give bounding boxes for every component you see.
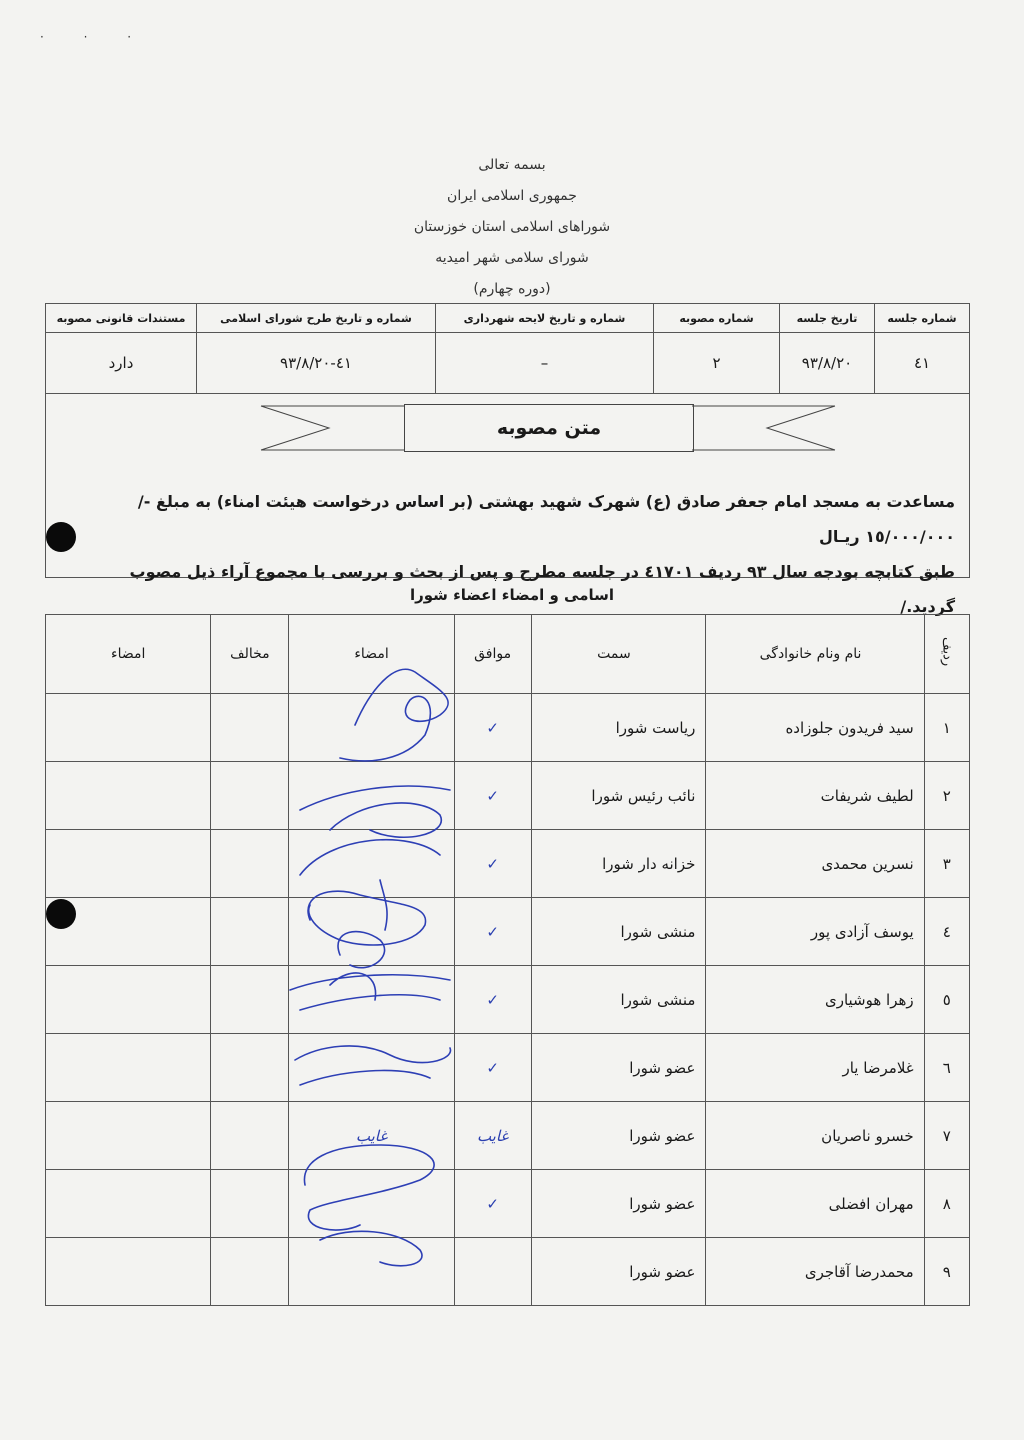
letterhead xyxy=(0,150,1024,305)
council-plan: ٤١-٩٣/٨/٢٠ xyxy=(197,333,436,394)
header-agree: موافق xyxy=(454,615,531,694)
signature-cell xyxy=(289,898,454,966)
against-cell xyxy=(211,898,289,966)
members-table xyxy=(45,614,970,1306)
session-date: ٩٣/٨/٢٠ xyxy=(780,333,875,394)
absent-mark: غایب xyxy=(454,1102,531,1170)
agree-mark: ✓ xyxy=(454,694,531,762)
resolution-line-1: مساعدت به مسجد امام جعفر صادق (ع) شهرک شهید بهشتی (بر اساس درخواست هیئت امناء) به مبلغ -/١٥/٠٠٠/٠٠٠ ریـال xyxy=(137,492,955,546)
resolution-title: متن مصوبه xyxy=(404,404,694,452)
scan-specks: · · · xyxy=(40,30,150,44)
against-cell xyxy=(211,762,289,830)
signature-2-cell xyxy=(46,830,211,898)
header-session-number: شماره جلسه xyxy=(875,304,970,333)
row-number: ٨ xyxy=(924,1170,969,1238)
row-number: ٧ xyxy=(924,1102,969,1170)
row-number: ٤ xyxy=(924,898,969,966)
session-info-table xyxy=(45,303,970,394)
table-row xyxy=(46,1170,970,1238)
header-signature: امضاء xyxy=(289,615,454,694)
resolution-line-2: طبق کتابچه بودجه سال ٩٣ ردیف ٤١٧٠١ در جلسه مطرح و پس از بحث و بررسی با مجموع آراء ذیل مصوب گردید./ xyxy=(129,562,955,616)
signature-cell xyxy=(289,1034,454,1102)
signature-cell xyxy=(289,966,454,1034)
member-name: لطیف شریفات xyxy=(706,762,924,830)
member-name: سید فریدون جلوزاده xyxy=(706,694,924,762)
table-row xyxy=(46,762,970,830)
table-row xyxy=(46,1238,970,1306)
members-title: اسامی و امضاء اعضاء شورا xyxy=(409,586,615,604)
signature-cell xyxy=(289,762,454,830)
member-name: غلامرضا یار xyxy=(706,1034,924,1102)
signature-2-cell xyxy=(46,1170,211,1238)
agree-mark xyxy=(454,1238,531,1306)
member-name: زهرا هوشیاری xyxy=(706,966,924,1034)
signature-cell xyxy=(289,1170,454,1238)
member-role: ریاست شورا xyxy=(531,694,706,762)
agree-mark: ✓ xyxy=(454,1034,531,1102)
member-role: خزانه دار شورا xyxy=(531,830,706,898)
signature-2-cell xyxy=(46,694,211,762)
row-number: ٦ xyxy=(924,1034,969,1102)
table-row xyxy=(46,898,970,966)
header-line-2: جمهوری اسلامی ایران xyxy=(447,188,577,204)
header-legal-basis: مستندات قانونی مصوبه xyxy=(46,304,197,333)
header-signature-2: امضاء xyxy=(46,615,211,694)
row-number: ٣ xyxy=(924,830,969,898)
row-number: ١ xyxy=(924,694,969,762)
punch-hole-top xyxy=(46,522,76,552)
header-against: مخالف xyxy=(211,615,289,694)
signature-2-cell xyxy=(46,1034,211,1102)
agree-mark: ✓ xyxy=(454,898,531,966)
municipal-bill: – xyxy=(436,333,654,394)
session-number: ٤١ xyxy=(875,333,970,394)
absent-signature: غایب xyxy=(289,1102,454,1170)
against-cell xyxy=(211,694,289,762)
member-name: نسرین محمدی xyxy=(706,830,924,898)
table-row xyxy=(46,966,970,1034)
against-cell xyxy=(211,1034,289,1102)
member-name: مهران افضلی xyxy=(706,1170,924,1238)
member-role: عضو شورا xyxy=(531,1034,706,1102)
header-line-5: (دوره چهارم) xyxy=(473,281,551,297)
agree-mark: ✓ xyxy=(454,830,531,898)
row-number: ٩ xyxy=(924,1238,969,1306)
table-row xyxy=(46,1034,970,1102)
table-row xyxy=(46,694,970,762)
signature-2-cell xyxy=(46,1238,211,1306)
member-role: نائب رئیس شورا xyxy=(531,762,706,830)
against-cell xyxy=(211,1170,289,1238)
against-cell xyxy=(211,966,289,1034)
member-role: عضو شورا xyxy=(531,1102,706,1170)
member-role: منشی شورا xyxy=(531,966,706,1034)
member-role: عضو شورا xyxy=(531,1170,706,1238)
member-name: یوسف آزادی پور xyxy=(706,898,924,966)
header-position: سمت xyxy=(531,615,706,694)
signature-cell xyxy=(289,1238,454,1306)
members-header-row xyxy=(46,615,970,694)
agree-mark: ✓ xyxy=(454,966,531,1034)
header-row-number: ردیف xyxy=(924,615,969,694)
against-cell xyxy=(211,830,289,898)
signature-2-cell xyxy=(46,966,211,1034)
resolution-banner xyxy=(259,404,837,452)
member-name: خسرو ناصریان xyxy=(706,1102,924,1170)
member-role: منشی شورا xyxy=(531,898,706,966)
header-full-name: نام ونام خانوادگی xyxy=(706,615,924,694)
header-session-date: تاریخ جلسه xyxy=(780,304,875,333)
member-name: محمدرضا آقاجری xyxy=(706,1238,924,1306)
against-cell xyxy=(211,1238,289,1306)
header-municipal-bill: شماره و تاریخ لایحه شهرداری xyxy=(436,304,654,333)
row-number: ٢ xyxy=(924,762,969,830)
signature-2-cell xyxy=(46,1102,211,1170)
resolution-number: ٢ xyxy=(654,333,780,394)
header-resolution-number: شماره مصوبه xyxy=(654,304,780,333)
signature-cell xyxy=(289,830,454,898)
header-line-3: شوراهای اسلامی استان خوزستان xyxy=(413,219,611,235)
table-row xyxy=(46,1102,970,1170)
header-line-1: بسمه تعالی xyxy=(478,157,546,173)
against-cell xyxy=(211,1102,289,1170)
signature-2-cell xyxy=(46,762,211,830)
signature-cell xyxy=(289,694,454,762)
member-role: عضو شورا xyxy=(531,1238,706,1306)
table-row xyxy=(46,830,970,898)
row-number: ٥ xyxy=(924,966,969,1034)
header-council-plan: شماره و تاریخ طرح شورای اسلامی xyxy=(197,304,436,333)
header-line-4: شورای سلامی شهر امیدیه xyxy=(435,250,589,266)
agree-mark: ✓ xyxy=(454,1170,531,1238)
signature-2-cell xyxy=(46,898,211,966)
agree-mark: ✓ xyxy=(454,762,531,830)
legal-basis: دارد xyxy=(46,333,197,394)
